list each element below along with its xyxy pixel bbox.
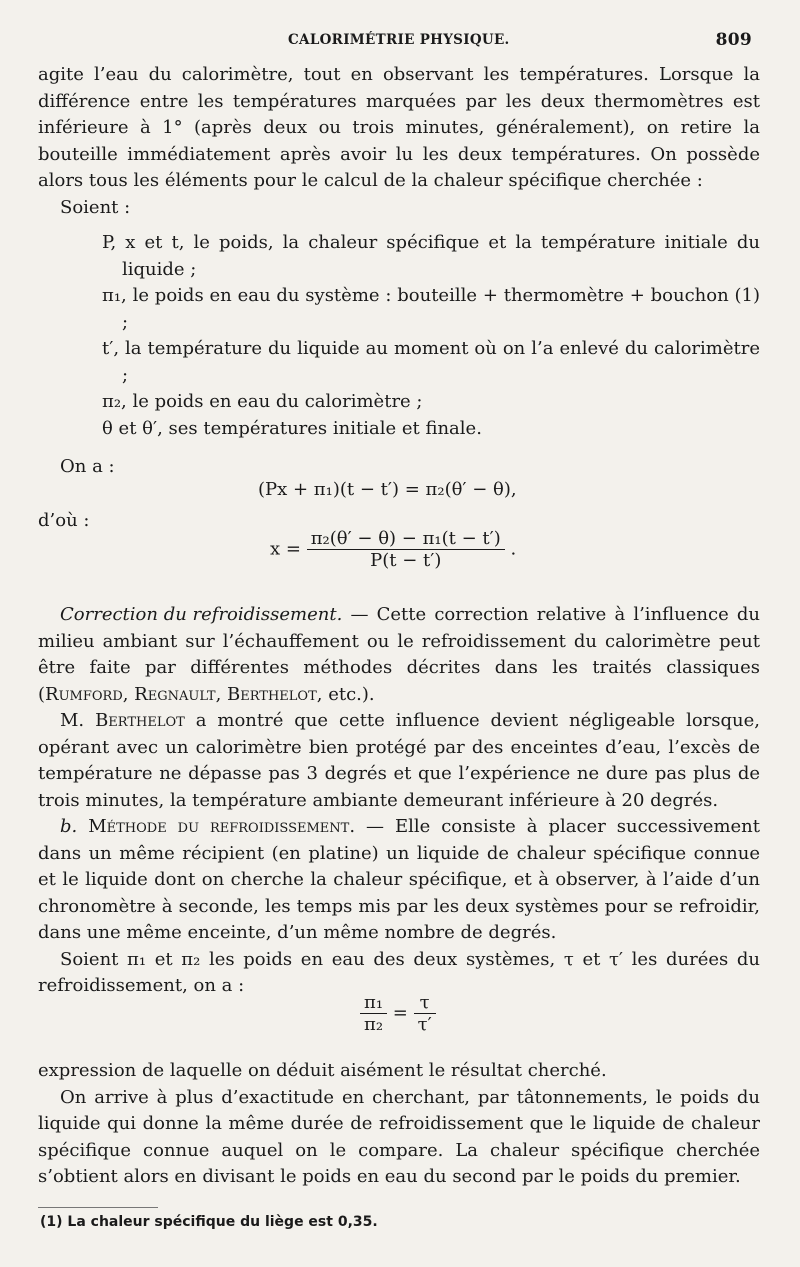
soient-label: Soient : [60,196,131,218]
berthelot-prefix: M. [60,710,96,731]
final-paragraph: On arrive à plus d’exactitude en cherchant, par tâtonnements, le poids du liquide qui donne la même durée de refroidissement que le liquide de chaleur spécifique connue auquel on le compare. La chaleur spécifique cherchée s’obtient alors en divisant le poids en eau du second par le poids du premier. [38,1086,760,1187]
paragraph-intro: agite l’eau du calorimètre, tout en observant les températures. Lorsque la différence entre les températures marquées par les deux thermomètres est inférieure à 1° (après deux ou trois minutes, généralement), on retire la bouteille immédiatement après avoir lu les deux températures. On possède alors tous les éléments pour le calcul de la chaleur spécifique cherchée : [38,64,760,191]
method-text: — Elle consiste à placer successivement dans un même récipient (en platine) un liquide de chaleur spécifique connue et le liquide dont on cherche la chaleur spécifique, et à observer, à l’aide d’un chronomètre à seconde, les temps mis par les deux systèmes pour se refroidir, dans une même enceinte, d’un même nombre de degrés. [38,816,761,943]
definition-item: θ et θ′, ses températures initiale et finale. [102,417,482,439]
equation-3-equals: = [392,1002,408,1024]
correction-text: — Cette correction relative à l’influence du milieu ambiant sur l’échauffement ou le refroidissement du calorimètre peut être faite par différentes méthodes décrites dans les traités classiques ( [38,604,760,705]
definition-item: t′, la température du liquide au moment où on l’a enlevé du calorimètre ; [102,338,760,386]
equation-3-right-num: τ [414,992,436,1014]
correction-paragraph [38,602,760,708]
berthelot-name: Berthelot [95,710,185,731]
page-number: 809 [715,30,752,50]
dou-label: d’où : [38,510,90,531]
expression-line: expression de laquelle on déduit aisément le résultat cherché. [38,1060,607,1081]
equation-3-left-fraction [360,992,387,1035]
running-title: CALORIMÉTRIE PHYSIQUE. [288,32,510,48]
soient2-paragraph: Soient π₁ et π₂ les poids en eau des deux systèmes, τ et τ′ les durées du refroidissement, on a : [38,948,760,996]
definition-item: π₁, le poids en eau du système : bouteille + thermomètre + bouchon (1) ; [102,285,760,333]
berthelot-text: a montré que cette influence devient négligeable lorsque, opérant avec un calorimètre bien protégé par des enceintes d’eau, l’excès de température ne dépasse pas 3 degrés et que l’expérience ne dure pas plus de trois minutes, la température ambiante demeurant inférieure à 20 degrés. [38,710,761,811]
equation-3-right-den: τ′ [417,1014,432,1035]
equation-3-left-num: π₁ [360,992,387,1014]
correction-end: , etc.). [316,683,375,705]
equation-2-denominator: P(t − t′) [370,550,442,571]
definitions-list [38,230,760,442]
intro-block [38,62,760,221]
footnote-divider [38,1207,158,1208]
correction-names: Rumford, Regnault, Berthelot [45,683,317,705]
definition-item: π₂, le poids en eau du calorimètre ; [102,391,423,412]
definition-item: P, x et t, le poids, la chaleur spécifique et la température initiale du liquide ; [102,232,760,280]
equation-3-right-fraction [414,992,436,1035]
correction-title: Correction du refroidissement. [60,604,343,625]
method-title: Méthode du refroidissement. [77,816,356,837]
equation-2-period: . [510,538,517,560]
method-letter: b. [60,816,78,837]
method-paragraph [38,814,760,947]
on-a-label: On a : [60,456,115,477]
footnote: (1) La chaleur spécifique du liège est 0,35. [40,1214,378,1230]
equation-2 [270,528,516,571]
equation-2-lhs: x = [270,538,301,560]
equation-2-fraction [307,528,505,571]
equation-1: (Px + π₁)(t − t′) = π₂(θ′ − θ), [258,479,517,500]
berthelot-paragraph [38,708,760,814]
correction-block [38,602,760,1000]
equation-3-left-den: π₂ [364,1014,384,1035]
equation-3 [360,992,436,1035]
conclusion-block [38,1058,760,1191]
page-header [38,30,752,54]
equation-2-numerator: π₂(θ′ − θ) − π₁(t − t′) [307,528,505,550]
